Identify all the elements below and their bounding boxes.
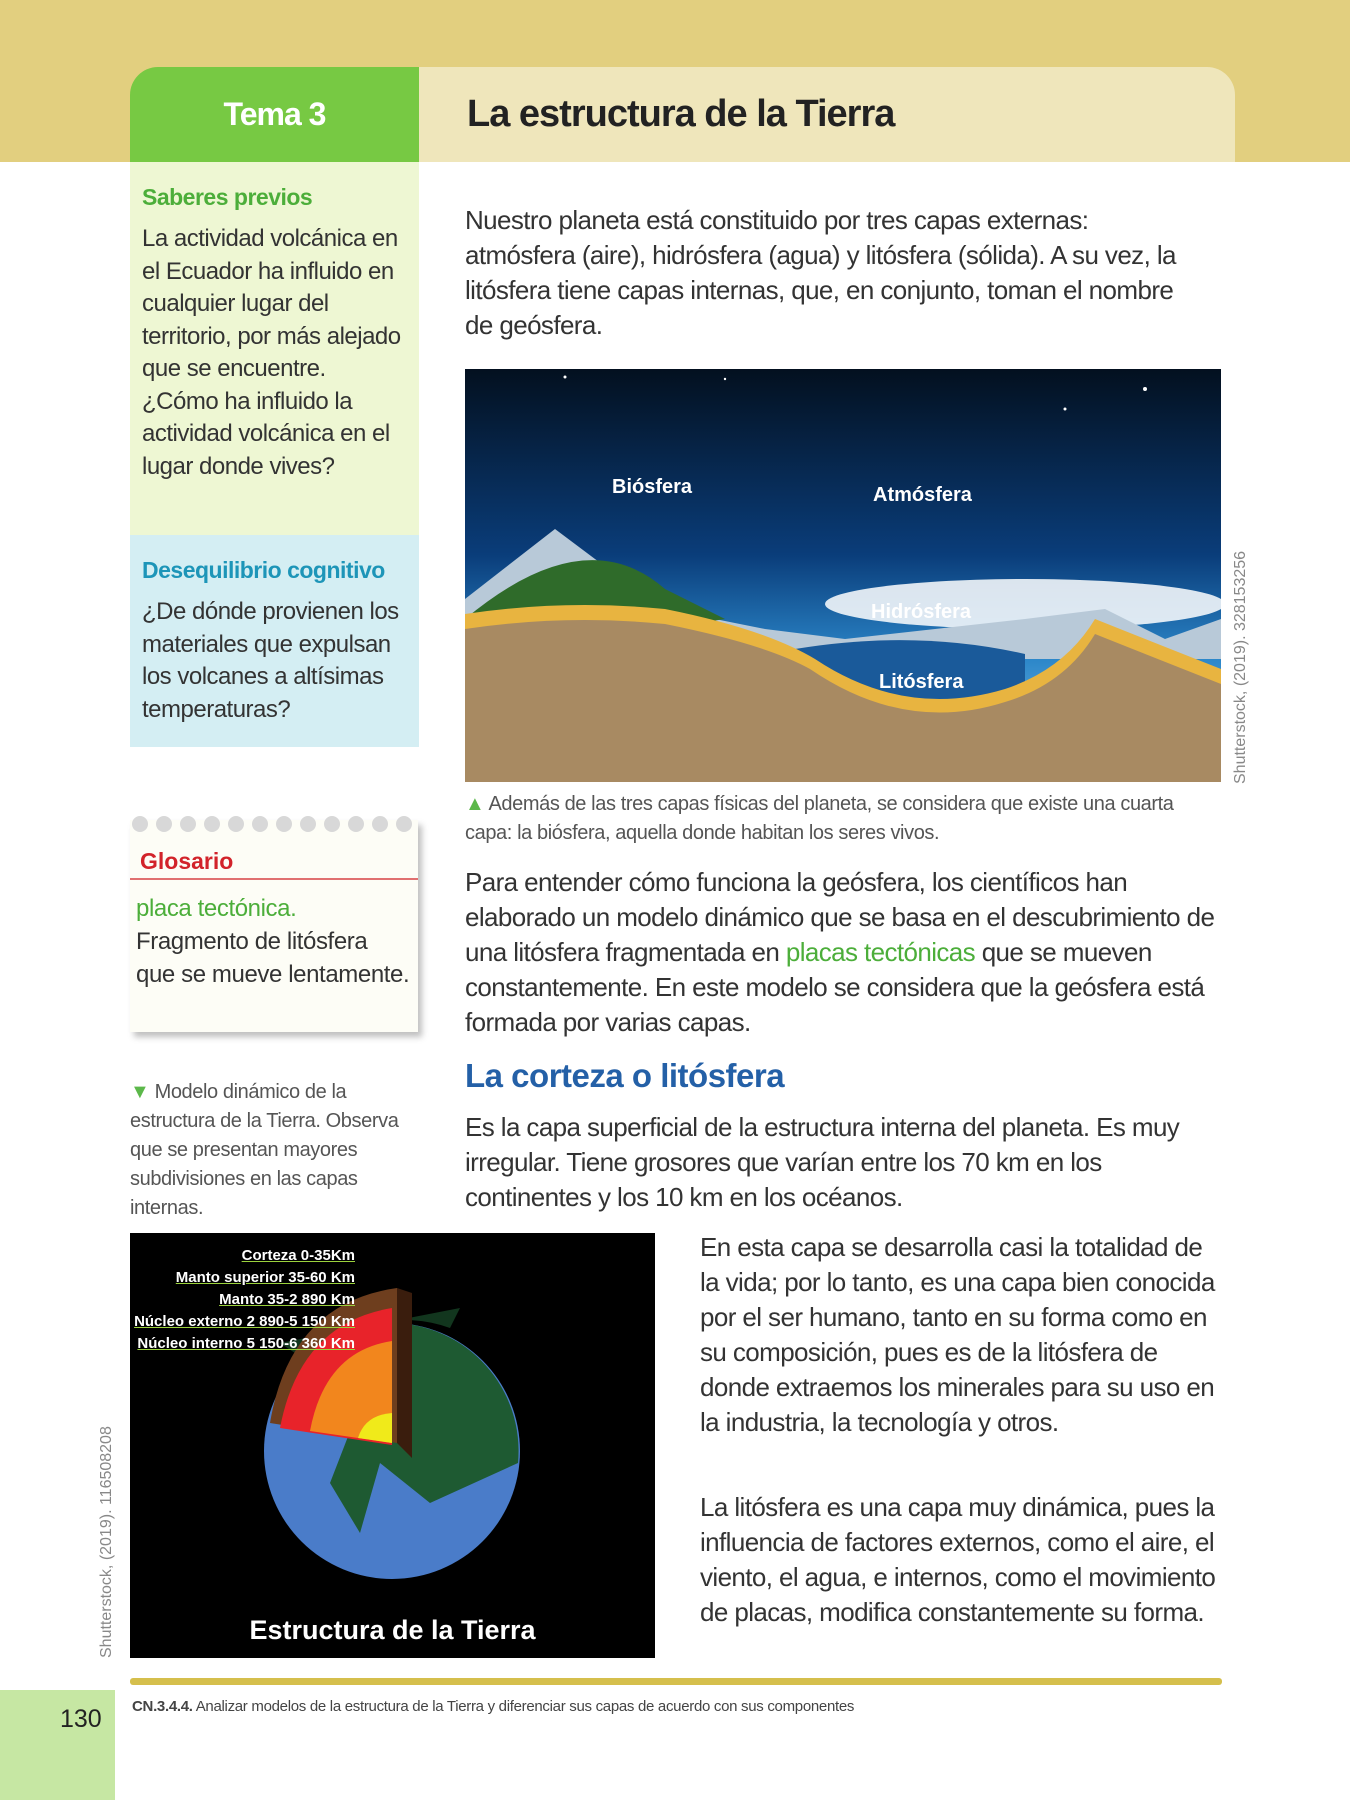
text: Para entender cómo funciona la geósfera, los científicos han elaborado un modelo dinámico que se basa en el descubrimiento de una litósfera fragmentada en: [465, 867, 1215, 967]
label-litosfera: Litósfera: [879, 671, 964, 693]
caption-text: Además de las tres capas físicas del planeta, se considera que existe una cuarta capa: la biósfera, aquella donde habitan los seres vivos.: [465, 793, 1174, 844]
saberes-previos-box: [130, 162, 419, 535]
paragraph-dinamica: La litósfera es una capa muy dinámica, pues la influencia de factores externos, como el aire, el viento, el agua, e internos, como el movimiento de placas, modifica constantemente su forma.: [700, 1492, 1216, 1627]
desequilibrio-heading: Desequilibrio cognitivo: [142, 557, 385, 583]
paragraph-geosfera: [465, 865, 1225, 1040]
curriculum-footnote: [132, 1698, 854, 1715]
intro-paragraph: Nuestro planeta está constituido por tres capas externas: atmósfera (aire), hidrósfera (agua) y litósfera (sólida). A su vez, la litósfera tiene capas internas, que, en conjunto, toman el nombre de geósfera.: [465, 205, 1176, 340]
skill-code: CN.3.4.4.: [132, 1698, 193, 1715]
desequilibrio-text: ¿De dónde provienen los materiales que expulsan los volcanes a altísimas temperaturas?: [142, 598, 399, 723]
layer-label-nucleo-interno: Núcleo interno 5 150-6 360 Km: [137, 1335, 355, 1352]
caption-text: Modelo dinámico de la estructura de la Tierra. Observa que se presentan mayores subdivisiones en las capas internas.: [130, 1081, 399, 1219]
desequilibrio-box: [130, 535, 419, 747]
paragraph-corteza: Es la capa superficial de la estructura interna del planeta. Es muy irregular. Tiene grosores que varían entre los 70 km en los continentes y los 10 km en los océanos.: [465, 1112, 1180, 1212]
photo-credit: Shutterstock, (2019). 328153256: [1232, 550, 1249, 784]
globe-caption: [130, 1078, 420, 1223]
paragraph-vida: En esta capa se desarrolla casi la totalidad de la vida; por lo tanto, es una capa bien conocida por el ser humano, tanto en su forma como en su composición, pues es de la litósfera de donde extraemos los minerales para su uso en la industria, la tecnología y otros.: [700, 1232, 1215, 1437]
divider: [130, 878, 418, 880]
diagram-title: Estructura de la Tierra: [249, 1615, 536, 1645]
page-title: La estructura de la Tierra: [419, 67, 1235, 162]
glossary-entry: [136, 892, 411, 991]
earth-layers-photo: [465, 369, 1221, 782]
page-number: 130: [60, 1705, 102, 1733]
layer-label-nucleo-externo: Núcleo externo 2 890-5 150 Km: [134, 1313, 355, 1330]
placas-tectonicas-term: placas tectónicas: [785, 937, 976, 967]
saberes-heading: Saberes previos: [142, 184, 313, 210]
glossary-card: [130, 820, 418, 1032]
earth-structure-diagram: [130, 1233, 655, 1658]
photo-caption: [465, 790, 1195, 848]
spiral-binding: [132, 816, 412, 832]
text: que se mueven constantemente. En este modelo se considera que la geósfera está formada por varias capas.: [465, 937, 1205, 1037]
topic-number: Tema 3: [130, 67, 419, 162]
saberes-text: La actividad volcánica en el Ecuador ha influido en cualquier lugar del territorio, por más alejado que se encuentre. ¿Cómo ha influido la actividad volcánica en el lugar donde vives?: [142, 225, 401, 480]
topic-header: [130, 67, 1235, 162]
label-biosfera: Biósfera: [612, 476, 693, 498]
layer-label-manto-superior: Manto superior 35-60 Km: [175, 1269, 355, 1286]
layer-label-manto: Manto 35-2 890 Km: [219, 1291, 355, 1308]
triangle-down-icon: ▼: [130, 1081, 155, 1103]
label-atmosfera: Atmósfera: [873, 484, 972, 506]
glossary-term: placa tectónica.: [136, 895, 297, 922]
layer-label-corteza: Corteza 0-35Km: [241, 1247, 355, 1264]
triangle-up-icon: ▲: [465, 793, 489, 815]
label-hidrosfera: Hidrósfera: [871, 601, 972, 623]
footer-divider: [130, 1678, 1222, 1685]
skill-text: Analizar modelos de la estructura de la Tierra y diferenciar sus capas de acuerdo con sus componentes: [192, 1698, 855, 1715]
glossary-definition: Fragmento de litósfera que se mueve lentamente.: [136, 928, 410, 988]
glossary-heading: Glosario: [140, 848, 234, 874]
globe-credit: Shutterstock, (2019). 116508208: [98, 1426, 115, 1658]
section-heading: La corteza o litósfera: [465, 1057, 785, 1094]
